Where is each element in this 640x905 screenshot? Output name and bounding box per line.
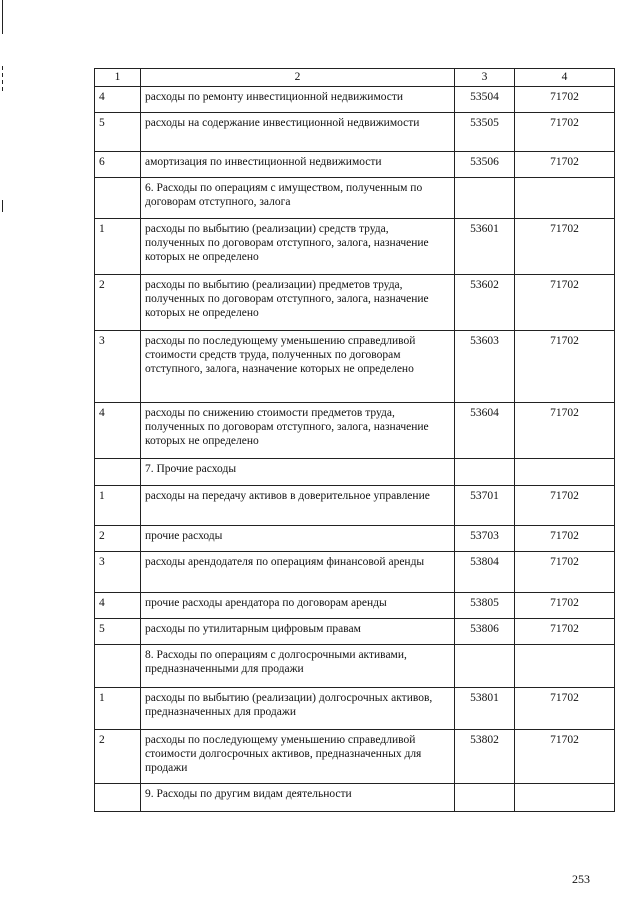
row-number: 4	[95, 593, 141, 619]
row-account	[515, 459, 615, 486]
table-row	[95, 593, 615, 619]
row-code: 53805	[455, 593, 515, 619]
row-description: 7. Прочие расходы	[141, 459, 455, 486]
row-number	[95, 645, 141, 688]
row-code: 53801	[455, 688, 515, 730]
row-account	[515, 784, 615, 812]
row-description: 8. Расходы по операциям с долгосрочными активами, предназначенными для продажи	[141, 645, 455, 688]
row-number: 2	[95, 275, 141, 331]
row-account: 71702	[515, 331, 615, 403]
row-account: 71702	[515, 403, 615, 459]
table-row	[95, 275, 615, 331]
row-account: 71702	[515, 113, 615, 152]
row-code: 53603	[455, 331, 515, 403]
table-row	[95, 526, 615, 552]
row-description: расходы по выбытию (реализации) долгосрочных активов, предназначенных для продажи	[141, 688, 455, 730]
row-description: расходы по последующему уменьшению справедливой стоимости долгосрочных активов, предназначенных для продажи	[141, 730, 455, 784]
column-number-3: 3	[455, 69, 515, 87]
row-code: 53601	[455, 219, 515, 275]
table-row	[95, 178, 615, 219]
row-code: 53804	[455, 552, 515, 593]
row-description: расходы по выбытию (реализации) средств труда, полученных по договорам отступного, залога, назначение которых не определено	[141, 219, 455, 275]
table-row	[95, 784, 615, 812]
row-code: 53802	[455, 730, 515, 784]
row-number	[95, 784, 141, 812]
table-row	[95, 619, 615, 645]
row-description: расходы по утилитарным цифровым правам	[141, 619, 455, 645]
row-number: 3	[95, 331, 141, 403]
scan-mark-small	[2, 200, 3, 212]
row-description: прочие расходы арендатора по договорам аренды	[141, 593, 455, 619]
row-code: 53602	[455, 275, 515, 331]
row-number: 3	[95, 552, 141, 593]
column-number-2: 2	[141, 69, 455, 87]
row-account: 71702	[515, 87, 615, 113]
row-number	[95, 459, 141, 486]
table-row	[95, 552, 615, 593]
table-row	[95, 87, 615, 113]
table-row	[95, 486, 615, 526]
table-row	[95, 331, 615, 403]
row-number: 1	[95, 486, 141, 526]
row-number: 1	[95, 219, 141, 275]
row-account	[515, 645, 615, 688]
row-code: 53604	[455, 403, 515, 459]
row-code: 53806	[455, 619, 515, 645]
row-number: 4	[95, 87, 141, 113]
row-code: 53701	[455, 486, 515, 526]
scan-mark-dashed	[2, 66, 3, 94]
row-account: 71702	[515, 688, 615, 730]
row-description: расходы по выбытию (реализации) предметов труда, полученных по договорам отступного, залога, назначение которых не определено	[141, 275, 455, 331]
row-account: 71702	[515, 619, 615, 645]
row-description: прочие расходы	[141, 526, 455, 552]
table-row	[95, 688, 615, 730]
row-description: расходы арендодателя по операциям финансовой аренды	[141, 552, 455, 593]
row-description: расходы по последующему уменьшению справедливой стоимости средств труда, полученных по договорам отступного, залога, назначение которых не определено	[141, 331, 455, 403]
table-row	[95, 645, 615, 688]
row-code: 53504	[455, 87, 515, 113]
row-account: 71702	[515, 486, 615, 526]
row-code	[455, 784, 515, 812]
row-account: 71702	[515, 552, 615, 593]
row-description: 9. Расходы по другим видам деятельности	[141, 784, 455, 812]
table-row	[95, 730, 615, 784]
page-number: 253	[572, 872, 590, 886]
row-description: амортизация по инвестиционной недвижимости	[141, 152, 455, 178]
row-code: 53703	[455, 526, 515, 552]
row-description: расходы на передачу активов в доверительное управление	[141, 486, 455, 526]
row-account: 71702	[515, 152, 615, 178]
row-account: 71702	[515, 593, 615, 619]
scan-mark-top	[2, 0, 3, 34]
column-number-4: 4	[515, 69, 615, 87]
row-code	[455, 459, 515, 486]
row-number: 1	[95, 688, 141, 730]
row-description: расходы по снижению стоимости предметов труда, полученных по договорам отступного, залога, назначение которых не определено	[141, 403, 455, 459]
row-number: 6	[95, 152, 141, 178]
row-code: 53505	[455, 113, 515, 152]
table-row	[95, 113, 615, 152]
column-number-row	[95, 69, 615, 87]
row-number: 5	[95, 113, 141, 152]
row-number: 2	[95, 730, 141, 784]
row-account: 71702	[515, 275, 615, 331]
row-number	[95, 178, 141, 219]
row-description: расходы по ремонту инвестиционной недвижимости	[141, 87, 455, 113]
row-number: 4	[95, 403, 141, 459]
row-account: 71702	[515, 526, 615, 552]
table-row	[95, 219, 615, 275]
row-account: 71702	[515, 730, 615, 784]
row-code: 53506	[455, 152, 515, 178]
row-code	[455, 645, 515, 688]
column-number-1: 1	[95, 69, 141, 87]
table-row	[95, 459, 615, 486]
table-row	[95, 403, 615, 459]
table-row	[95, 152, 615, 178]
row-account: 71702	[515, 219, 615, 275]
row-description: расходы на содержание инвестиционной недвижимости	[141, 113, 455, 152]
table-body	[95, 87, 615, 812]
accounts-table	[94, 68, 615, 812]
row-number: 2	[95, 526, 141, 552]
row-code	[455, 178, 515, 219]
row-account	[515, 178, 615, 219]
row-number: 5	[95, 619, 141, 645]
row-description: 6. Расходы по операциям с имуществом, полученным по договорам отступного, залога	[141, 178, 455, 219]
